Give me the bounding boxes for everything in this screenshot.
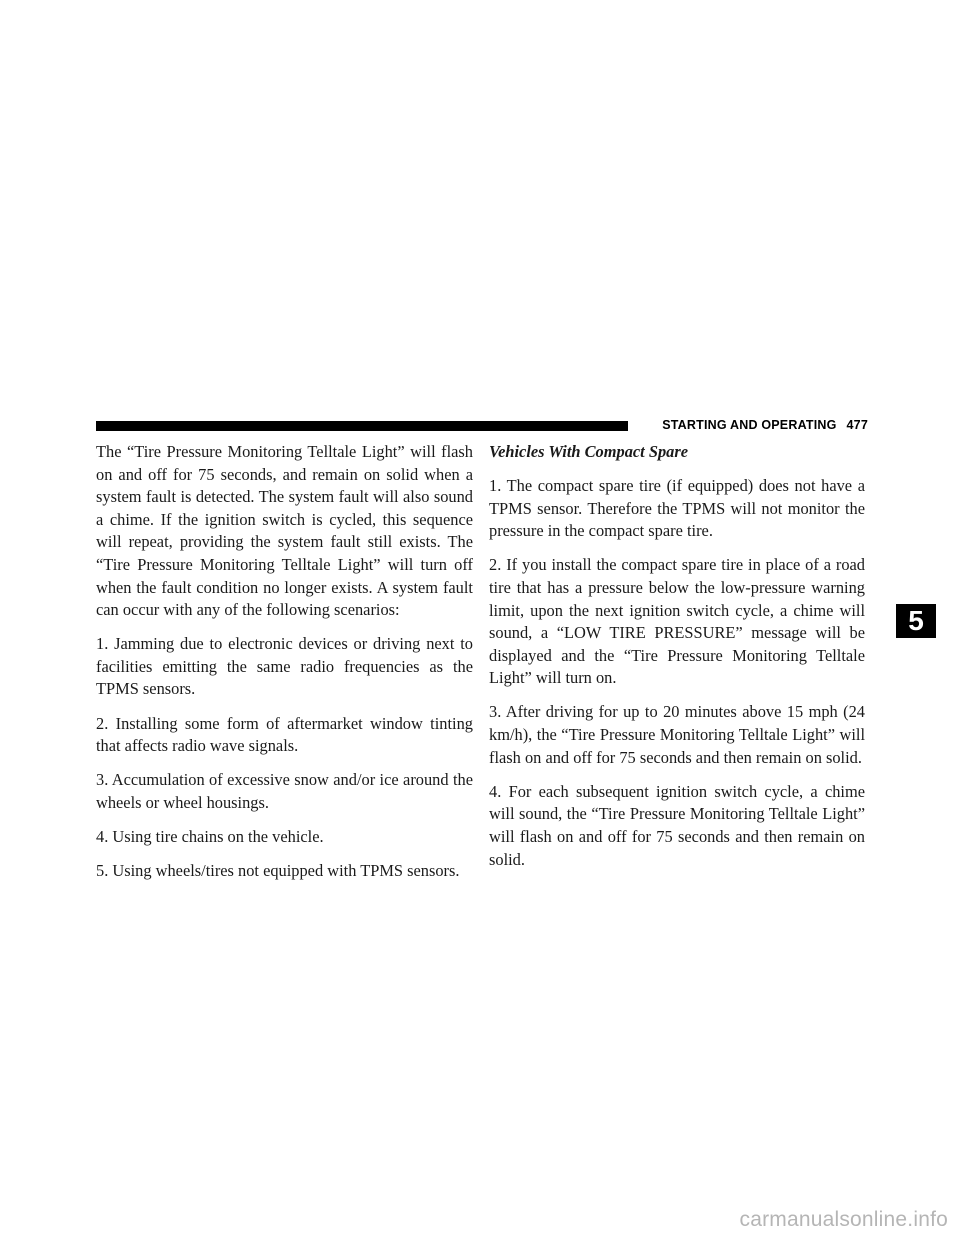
list-item: 1. Jamming due to electronic devices or driving next to facilities emitting the same radio frequencies as the TPMS sensors. (96, 634, 473, 699)
watermark: carmanualsonline.info (739, 1208, 948, 1231)
list-item: 3. Accumulation of excessive snow and/or ice around the wheels or wheel housings. (96, 770, 473, 812)
list-item: 2. Installing some form of aftermarket window tinting that affects radio wave signals. (96, 713, 473, 756)
intro-paragraph: The “Tire Pressure Monitoring Telltale Light” will flash on and off for 75 seconds, and remain on solid when a system fault is detected. The system fault will also sound a chime. If the ignition switch is cycled, this sequence will repeat, providing the system fault still exists. The “Tire Pressure Monitoring Telltale Light” will turn off when the fault condition no longer exists. A system fault can occur with any of the following scenarios: (96, 442, 473, 620)
header-rule (96, 421, 628, 431)
list-item: 5. Using wheels/tires not equipped with TPMS sensors. (96, 861, 460, 880)
list-item: 3. After driving for up to 20 minutes above 15 mph (24 km/h), the “Tire Pressure Monitoring Telltale Light” will flash on and off for 75 seconds and then remain on solid. (489, 702, 865, 767)
list-item: 4. Using tire chains on the vehicle. (96, 826, 324, 846)
list-item: 2. If you install the compact spare tire in place of a road tire that has a pressure below the low-pressure warning limit, upon the next ignition switch cycle, a chime will sound, a “LOW TIRE PRESSURE” message will be displayed and the “Tire Pressure Monitoring Telltale Light” will turn on. (489, 555, 865, 688)
chapter-tab: 5 (896, 604, 936, 638)
right-column (489, 441, 865, 883)
section-title: STARTING AND OPERATING (662, 418, 837, 432)
section-subheading: Vehicles With Compact Spare (489, 442, 688, 461)
running-header (636, 418, 868, 432)
list-item: 4. For each subsequent ignition switch cycle, a chime will sound, the “Tire Pressure Monitoring Telltale Light” will flash on and off for 75 seconds and then remain on solid. (489, 781, 865, 869)
list-item: 1. The compact spare tire (if equipped) does not have a TPMS sensor. Therefore the TPMS will not monitor the pressure in the compact spare tire. (489, 476, 865, 541)
page-number: 477 (846, 418, 868, 432)
left-column (96, 441, 473, 894)
